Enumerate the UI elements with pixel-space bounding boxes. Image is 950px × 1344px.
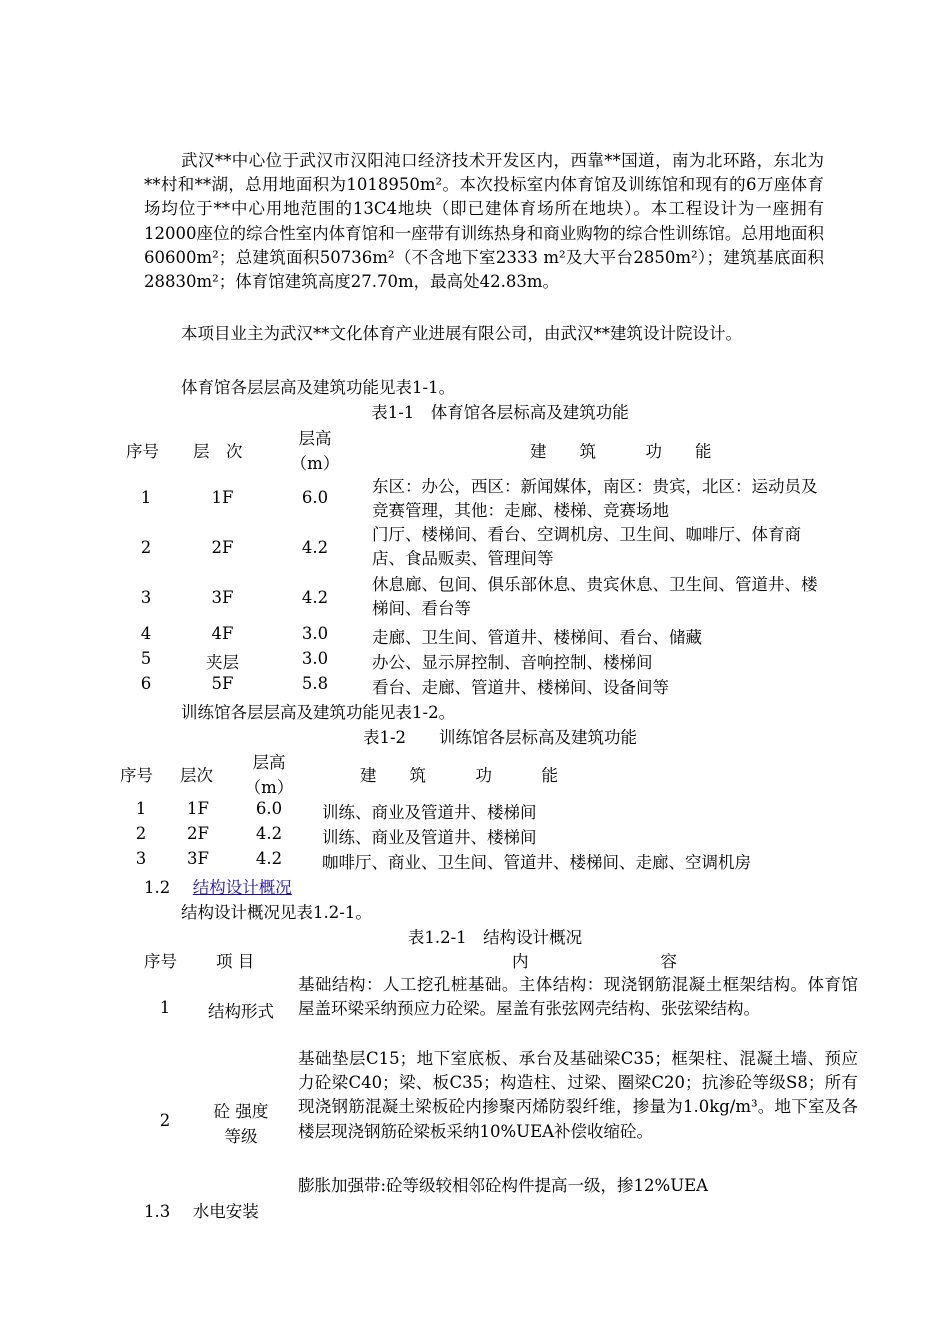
row-floor: 2F [211,538,234,557]
section-link-structure[interactable]: 结构设计概况 [192,878,292,897]
row-function: 办公、显示屏控制、音响控制、楼梯间 [372,653,653,672]
section-heading-1-2 [144,874,292,898]
row-function: 休息廊、包间、俱乐部休息、贵宾休息、卫生间、管道井、楼梯间、看台等 [372,575,818,619]
paragraph-4: 训练馆各层层高及建筑功能见表1-2。 [181,703,456,722]
row-no: 1 [135,799,147,818]
header-height-unit: （m） [244,778,294,797]
section-number: 1.2 [144,878,171,897]
table-caption: 表1-2 训练馆各层标高及建筑功能 [362,728,638,747]
header-content: 内 容 [512,952,677,971]
row-no: 6 [140,674,152,693]
header-no: 序号 [120,766,153,785]
row-no: 5 [140,649,152,668]
row-height: 3.0 [301,649,329,668]
row-content-extra: 膨胀加强带:砼等级较相邻砼构件提高一级，掺12%UEA [298,1176,709,1195]
section-heading-1-3 [144,1198,259,1222]
row-floor: 5F [211,674,234,693]
row-no: 4 [140,624,152,643]
row-no: 2 [140,538,152,557]
row-no: 1 [140,488,152,507]
intro-paragraph-2: 本项目业主为武汉**文化体育产业进展有限公司，由武汉**建筑设计院设计。 [181,324,742,343]
row-function: 咖啡厅、商业、卫生间、管道井、楼梯间、走廊、空调机房 [322,853,751,872]
row-height: 3.0 [301,624,329,643]
row-height: 4.2 [255,824,283,843]
table-caption: 表1.2-1 结构设计概况 [407,928,583,947]
section-number: 1.3 [144,1202,171,1221]
row-function: 看台、走廊、管道井、楼梯间、设备间等 [372,678,669,697]
row-height: 6.0 [255,799,283,818]
row-no: 1 [159,998,171,1017]
row-height: 4.2 [301,538,329,557]
header-height-unit: （m） [290,454,340,473]
row-height: 4.2 [255,849,283,868]
header-height: 层高 [252,753,286,772]
row-function: 东区：办公，西区：新闻媒体，南区：贵宾，北区：运动员及竞赛管理，其他：走廊、楼梯、竞赛场地 [372,477,818,521]
row-no: 3 [140,588,152,607]
row-item-line1: 砼 强度 [213,1102,269,1121]
header-floor: 层次 [180,766,213,785]
row-floor: 1F [187,799,209,818]
intro-paragraph-1: 武汉**中心位于武汉市汉阳沌口经济技术开发区内，西靠**国道，南为北环路，东北为**村和**湖，总用地面积为1018950m²。本次投标室内体育馆及训练馆和现有的6万座体育场均位于**中心用地范围的13C4地块（即已建体育场所在地块）。本工程设计为一座拥有12000座位的综合性室内体育馆和一座带有训练热身和商业购物的综合性训练馆。总用地面积60600m²；总建筑面积50736m²（不含地下室2333 m²及大平台2850m²）；建筑基底面积28830m²；体育馆建筑高度27.70m，最高处42.83m。 [144,151,824,292]
header-no: 序号 [144,952,177,971]
row-floor: 3F [187,849,209,868]
row-item: 结构形式 [208,1002,274,1021]
row-no: 2 [135,824,147,843]
row-floor: 夹层 [206,653,239,672]
header-function: 建 筑 功 能 [360,766,558,785]
row-floor: 2F [187,824,209,843]
header-floor: 层 次 [193,442,243,461]
table-caption: 表1-1 体育馆各层标高及建筑功能 [371,403,629,422]
row-function: 走廊、卫生间、管道井、楼梯间、看台、储藏 [372,628,702,647]
row-floor: 1F [211,488,234,507]
header-function: 建 筑 功 能 [530,442,712,461]
paragraph-5: 结构设计概况见表1.2-1。 [181,903,372,922]
row-content: 基础结构：人工挖孔桩基础。主体结构：现浇钢筋混凝土框架结构。体育馆屋盖环梁采纳预应力砼梁。屋盖有张弦网壳结构、张弦梁结构。 [298,975,858,1019]
row-height: 4.2 [301,588,329,607]
row-height: 5.8 [301,674,329,693]
row-item-line2: 等级 [224,1127,258,1146]
header-no: 序号 [126,442,159,461]
section-title: 水电安装 [192,1202,259,1221]
row-floor: 4F [211,624,234,643]
intro-paragraph-3: 体育馆各层层高及建筑功能见表1-1。 [181,378,456,397]
row-height: 6.0 [301,488,329,507]
row-no: 3 [135,849,147,868]
row-floor: 3F [211,588,234,607]
row-no: 2 [159,1111,171,1130]
row-content: 基础垫层C15；地下室底板、承台及基础梁C35；框架柱、混凝土墙、预应力砼梁C40；梁、板C35；构造柱、过梁、圈梁C20；抗渗砼等级S8；所有现浇钢筋混凝土梁板砼内掺聚丙烯防裂纤维，掺量为1.0kg/m³。地下室及各楼层现浇钢筋砼梁板采纳10%UEA补偿收缩砼。 [298,1049,858,1141]
header-height: 层高 [298,429,332,448]
row-function: 门厅、楼梯间、看台、空调机房、卫生间、咖啡厅、体育商店、食品贩卖、管理间等 [372,525,801,569]
row-function: 训练、商业及管道井、楼梯间 [322,803,537,822]
row-function: 训练、商业及管道井、楼梯间 [322,828,537,847]
header-item: 项 目 [216,952,255,971]
